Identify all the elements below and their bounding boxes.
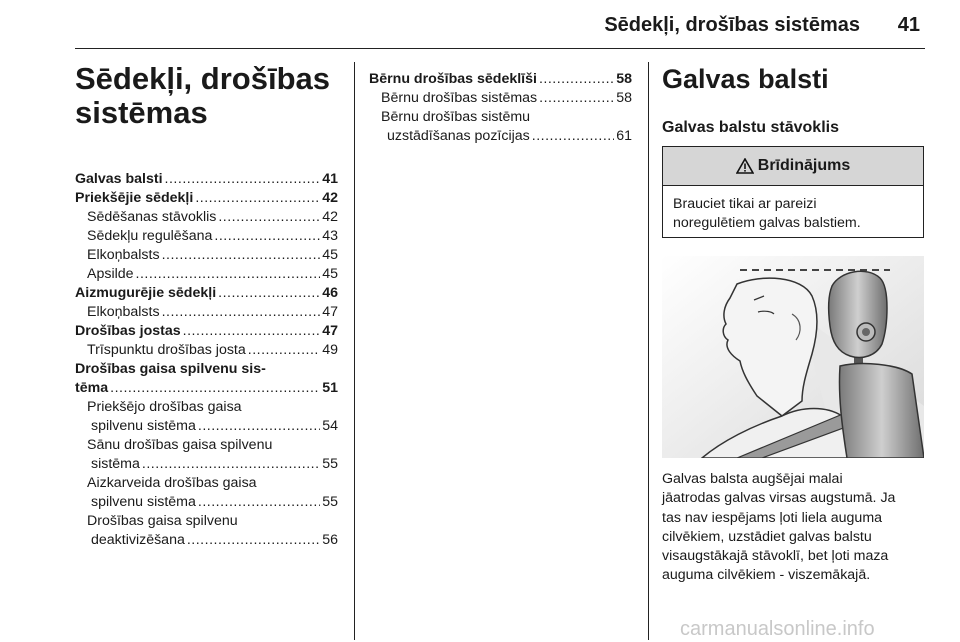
warning-header <box>663 147 923 186</box>
warning-title: Brīdinājums <box>757 157 851 174</box>
toc-label: Priekšējie sēdekļi <box>75 190 194 206</box>
toc-leader <box>218 284 320 303</box>
toc-leader <box>539 70 614 89</box>
page-number: 41 <box>897 14 920 36</box>
toc-page: 43 <box>322 228 338 244</box>
toc-label: Aizmugurējie sēdekļi <box>75 285 217 301</box>
toc-label: Bērnu drošības sēdeklīši <box>369 71 537 87</box>
toc-leader <box>198 493 320 512</box>
warning-triangle-icon <box>736 158 754 174</box>
toc-leader <box>183 322 321 341</box>
toc-page: 51 <box>322 380 338 396</box>
body-line: Galvas balsta augšējai malai <box>662 471 843 487</box>
toc-page: 55 <box>322 456 338 472</box>
toc-entry[interactable] <box>369 70 632 89</box>
body-line: auguma cilvēkiem - viszemākajā. <box>662 567 871 584</box>
toc-leader <box>248 341 320 360</box>
toc-label-line: Sānu drošības gaisa spilvenu <box>87 437 273 453</box>
toc-leader <box>195 189 320 208</box>
toc-entry[interactable] <box>75 341 338 360</box>
toc-entry[interactable] <box>75 227 338 246</box>
header-rule <box>75 48 925 49</box>
toc-page: 55 <box>322 494 338 510</box>
toc-page: 45 <box>322 247 338 263</box>
toc-label: Sēdēšanas stāvoklis <box>87 209 217 225</box>
toc-leader <box>162 303 321 322</box>
warning-line: Brauciet tikai ar pareizi <box>673 196 817 212</box>
toc-entry[interactable] <box>75 493 338 512</box>
table-of-contents <box>75 170 338 550</box>
body-paragraph <box>662 470 927 586</box>
body-line: tas nav iespējams ļoti liela auguma <box>662 509 883 526</box>
toc-page: 42 <box>322 190 338 206</box>
warning-box <box>662 146 924 238</box>
toc-leader <box>218 208 320 227</box>
toc-label: uzstādīšanas pozīcijas <box>387 128 530 144</box>
toc-entry[interactable] <box>369 89 632 108</box>
toc-leader <box>165 170 321 189</box>
column-divider-2 <box>648 62 649 640</box>
toc-leader <box>532 127 614 146</box>
toc-entry[interactable] <box>75 284 338 303</box>
toc-entry[interactable] <box>75 322 338 341</box>
toc-label: Galvas balsti <box>75 171 163 187</box>
toc-leader <box>214 227 320 246</box>
toc-label-line: Bērnu drošības sistēmu <box>381 109 531 125</box>
toc-page: 54 <box>322 418 338 434</box>
toc-entry[interactable] <box>75 170 338 189</box>
toc-entry[interactable] <box>75 379 338 398</box>
toc-entry[interactable] <box>75 417 338 436</box>
toc-page: 46 <box>322 285 338 301</box>
toc-page: 47 <box>322 323 338 339</box>
toc-label: Sēdekļu regulēšana <box>87 228 213 244</box>
toc-page: 58 <box>616 90 632 106</box>
toc-entry[interactable] <box>75 208 338 227</box>
toc-page: 42 <box>322 209 338 225</box>
toc-label: Elkoņbalsts <box>87 247 160 263</box>
toc-label: Elkoņbalsts <box>87 304 160 320</box>
toc-label-line: Priekšējo drošības gaisa <box>87 399 242 415</box>
toc-entry[interactable] <box>75 303 338 322</box>
body-line: cilvēkiem, uzstādiet galvas balstu <box>662 528 872 545</box>
toc-page: 61 <box>616 128 632 144</box>
headrest-illustration <box>662 256 924 458</box>
toc-leader <box>136 265 321 284</box>
column-divider-1 <box>354 62 355 640</box>
toc-page: 49 <box>322 342 338 358</box>
table-of-contents-continued <box>369 70 632 146</box>
toc-label-line: Aizkarveida drošības gaisa <box>87 475 257 491</box>
watermark: carmanualsonline.info <box>680 618 875 640</box>
toc-leader <box>539 89 614 108</box>
toc-label: Drošības jostas <box>75 323 181 339</box>
toc-label: deaktivizēšana <box>91 532 185 548</box>
toc-leader <box>162 246 321 265</box>
body-line: visaugstākajā stāvoklī, bet ļoti maza <box>662 548 889 565</box>
toc-entry[interactable] <box>75 265 338 284</box>
toc-leader <box>198 417 320 436</box>
warning-text <box>663 186 923 233</box>
toc-leader <box>110 379 320 398</box>
toc-entry[interactable] <box>75 189 338 208</box>
toc-label-line: Drošības gaisa spilvenu <box>87 513 238 529</box>
toc-leader <box>142 455 320 474</box>
toc-label: spilvenu sistēma <box>91 418 196 434</box>
toc-page: 45 <box>322 266 338 282</box>
toc-label: sistēma <box>91 456 140 472</box>
toc-label: Trīspunktu drošības josta <box>87 342 246 358</box>
toc-leader <box>187 531 320 550</box>
toc-label: tēma <box>75 380 109 396</box>
section-heading: Galvas balsti <box>662 64 829 94</box>
toc-page: 56 <box>322 532 338 548</box>
toc-label: Apsilde <box>87 266 134 282</box>
toc-label-line: Drošības gaisa spilvenu sis- <box>75 361 266 377</box>
running-header-title: Sēdekļi, drošības sistēmas <box>604 14 860 36</box>
toc-entry[interactable] <box>75 455 338 474</box>
body-line: jāatrodas galvas virsas augstumā. Ja <box>662 490 896 507</box>
subsection-heading: Galvas balstu stāvoklis <box>662 119 839 136</box>
toc-entry[interactable] <box>75 531 338 550</box>
warning-line: noregulētiem galvas balstiem. <box>673 215 861 231</box>
toc-entry[interactable] <box>369 127 632 146</box>
toc-label: Bērnu drošības sistēmas <box>381 90 538 106</box>
toc-page: 58 <box>616 71 632 87</box>
toc-page: 41 <box>322 171 338 187</box>
section-title: Sēdekļi, drošības sistēmas <box>75 61 330 130</box>
toc-label: spilvenu sistēma <box>91 494 196 510</box>
toc-page: 47 <box>322 304 338 320</box>
toc-entry[interactable] <box>75 246 338 265</box>
